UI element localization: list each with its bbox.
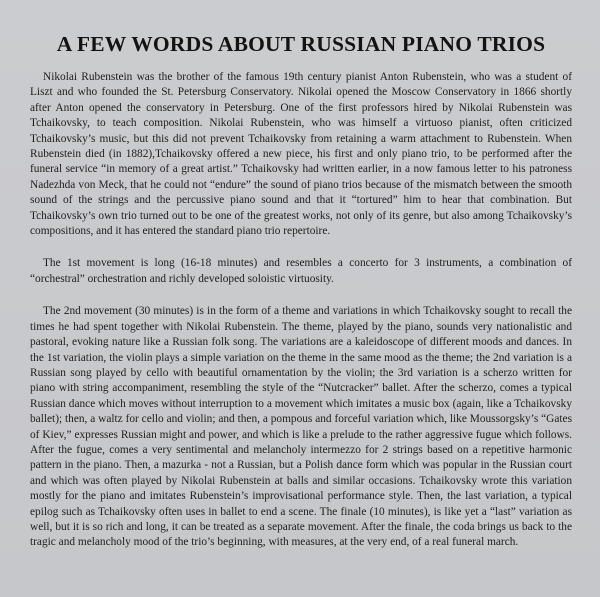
paragraph-first-movement: The 1st movement is long (16-18 minutes) and resembles a concerto for 3 instruments, a combination of “orchestral” orchestration and richly developed soloistic virtuosity. [30,257,572,285]
paragraph-second-movement: The 2nd movement (30 minutes) is in the form of a theme and variations in which Tchaikovsky sought to recall the times he had spent together with Nikolai Rubenstein. The theme, played by the piano, sounds very nationalistic and pastoral, evoking nature like a Russian folk song. The variations are a kaleidoscope of different moods and dances. In the 1st variation, the violin plays a simple variation on the theme in the same mood as the theme; the 2nd variation is a Russian song played by cello with beautiful ornamentation by the violin; the 3rd variation is a scherzo written for piano with string accompaniment, resembling the style of the “Nutcracker” ballet. After the scherzo, comes a typical Russian dance which moves without interruption to a movement which imitates a music box (again, like a Tchaikovsky ballet); then, a waltz for cello and violin; and then, a pompous and forceful variation which, like Moussorgsky’s “Gates of Kiev,” expresses Russian might and power, and which is like a prelude to the rather aggressive fugue which follows. After the fugue, comes a very sentimental and melancholy intermezzo for 2 strings based on a repetitive harmonic pattern in the piano. Then, a mazurka - not a Russian, but a Polish dance form which was popular in the Russian court and which was often played by Nikolai Rubenstein at balls and similar occasions. Tchaikovsky wrote this variation mostly for the piano and imitates Rubenstein’s improvisational performance style. Then, the last variation, a typical epilog such as Tchaikovsky often uses in ballet to end a scene. The finale (10 minutes), is like yet a “last” variation as well, but it is so rich and long, it can be treated as a separate movement. After the finale, the coda brings us back to the tragic and melancholy mood of the trio’s beginning, with measures, at the very end, of a real funeral march. [30,305,572,549]
page-title: A FEW WORDS ABOUT RUSSIAN PIANO TRIOS [56,32,546,56]
paragraph-intro: Nikolai Rubenstein was the brother of the famous 19th century pianist Anton Rubenstein, who was a student of Liszt and who founded the St. Petersburg Conservatory. Nikolai opened the Moscow Conservatory in 1866 shortly after Anton opened the conservatory in Petersburg. One of the first professors hired by Nikolai Rubenstein was Tchaikovsky, to teach composition. Nikolai Rubenstein, who was himself a virtuoso pianist, often criticized Tchaikovsky’s music, but this did not prevent Tchaikovsky from retaining a warm attachment to Rubenstein. When Rubenstein died (in 1882),Tchaikovsky offered a new piece, his first and only piano trio, to be performed after the funeral service “in memory of a great artist.” Tchaikovsky had written earlier, in a now famous letter to his patroness Nadezhda von Meck, that he could not “endure” the sound of piano trios because of the mismatch between the smooth sound of the strings and the percussive piano sound and that it “tortured” him to hear that combination. But Tchaikovsky’s own trio turned out to be one of the greatest works, not only of its genre, but also among Tchaikovsky’s compositions, and it has entered the standard piano trio repertoire. [30,71,572,238]
